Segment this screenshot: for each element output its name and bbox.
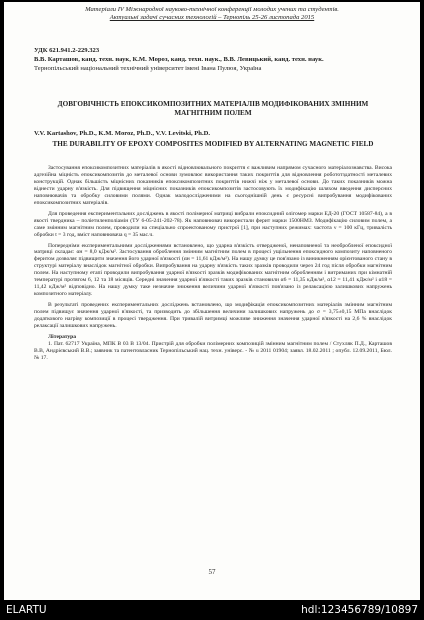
- reference-1: 1. Пат. 62717 Україна, МПК В 03 В 13/04. Пристрій для обробки полімерних композицій змінним магнітним полем / Стухляк П.Д., Карташов В.В, Андрієвський В.В.; заявник та патентовласник Тернопільський нац. техн. універс. - № u 2011 01904; заявл. 18.02.2011 ; опубл. 12.09.2011, Бюл. № 17.: [34, 340, 392, 361]
- article-body: [34, 165, 392, 366]
- paragraph-1: Застосування епоксикомпозитних матеріалів в якості відновлювального покриття є важливим напрямом сучасного матеріалознавства. Висока адгезійна міцність епоксикомпозитів до металевої основи зумовлює використання таких покриттів для відновлення робототздатності металевих конструкцій. Однак більшість міцнісних показників епоксикомпозитних покриттів нижчі ніж у металевої основи. До таких показників можна віднести ударну в'язкість. Для підвищення міцнісних показників епоксикомпозитів застосовують їх модифікацію шляхом введення дисперсних наповнювачів та обробку силовими полями. Однак малодослідженими на сьогоднішній день є ресурсні випробування модифікованих епоксикомпозитних матеріалів.: [34, 165, 392, 206]
- authors-en: V.V. Kartashov, Ph.D., K.M. Moroz, Ph.D., V.V. Levitski, Ph.D.: [34, 130, 211, 137]
- paragraph-3: Попередніми експериментальними дослідженнями встановлено, що ударна в'язкість отвердженої, ненаповненої та необробленої епоксидної матриці складає: αн = 8,0 кДж/м². Застосування оброблення змінним магнітним полем в процесі ущільнення епоксидного композиту наповненого феритом дозволяє підвищити значення його ударної в'язкості (αн = 11,61 кДж/м²). На нашу думку це пов'язано із виникненням орієнтованого стану в структурі матеріалу внаслідок магнітної обробки. Випробування на ударну в'язкість таких зразків проводили через 24 год після обробки магнітним полем. На наступному етапі проводили випробування ударної в'язкості зразків модифікованих магнітним обробленням і витриманих при кімнатній температурі протягом 6, 12 та 18 місяців. Середні значення ударної в'язкості таких зразків становили α6 = 11,35 кДж/м², α12 = 11,41 кДж/м² і α18 = 11,42 кДж/м² відповідно. На нашу думку таке незначне зниження величини ударної в'язкості пов'язано із релаксацією залишкових напружень композитного матеріалу.: [34, 242, 392, 298]
- title-ua: ДОВГОВІЧНІСТЬ ЕПОКСИКОМПОЗИТНИХ МАТЕРІАЛІВ МОДИФІКОВАНИХ ЗМІННИМ МАГНІТНИМ ПОЛЕМ: [57, 100, 369, 117]
- paragraph-2: Для проведення експериментальних досліджень в якості полімерної матриці вибрали епоксидний олігомер марки ЕД-20 (ГОСТ 10587-84), а в якості твердника – поліетиленполіамін (ТУ 6-05-241-202-78). Як наповнювач використали ферит марки 1500НМЗ. Модифікацію силовим полем, а саме змінним магнітним полем, проводили на спеціально спроектованому пристрої [1], при наступних режимах: частота ν = 100 кГц, тривалість обробки t = 3 год, вміст наповнювача q = 35 мас.ч.: [34, 210, 392, 238]
- running-header: [24, 6, 400, 23]
- repository-footer: [0, 600, 424, 620]
- header-line-2: Актуальні задачі сучасних технологій – Тернопіль 25-26 листопада 2015: [109, 14, 315, 22]
- footer-left-label: ELARTU: [6, 604, 47, 616]
- udk-code: УДК 621.941.2-229.323: [34, 47, 100, 54]
- footer-handle[interactable]: hdl:123456789/10897: [301, 604, 418, 616]
- page-number: 57: [208, 568, 216, 576]
- paper-page: [4, 2, 420, 600]
- authors-ua: В.В. Карташов, канд. техн. наук, К.М. Мороз, канд. техн. наук., В.В. Левицький, канд. техн. наук.: [34, 56, 324, 63]
- literature-heading: Література: [48, 333, 77, 340]
- title-en: THE DURABILITY OF EPOXY COMPOSITES MODIFIED BY ALTERNATING MAGNETIC FIELD: [52, 140, 374, 148]
- paragraph-4: В результаті проведених експериментальних досліджень встановлено, що модифікація епоксикомпозитних матеріалів змінним магнітним полем підвищує значення ударної в'язкості, та призводить до збільшення величини залишкових напружень до σ = 3,75±0,15 МПа внаслідок додаткового нагріву композиції в процесі твердження. При тривалій витримці можливе зниження значення ударної в'язкості на 2,6 % внаслідок релаксації залишкових напружень.: [34, 302, 392, 330]
- article-meta: [34, 46, 392, 73]
- header-line-1: Матеріали IV Міжнародної науково-технічної конференції молодих учених та студентів.: [85, 6, 339, 13]
- affiliation: Тернопільський національний технічний університет імені Івана Пулюя, Україна: [34, 65, 262, 72]
